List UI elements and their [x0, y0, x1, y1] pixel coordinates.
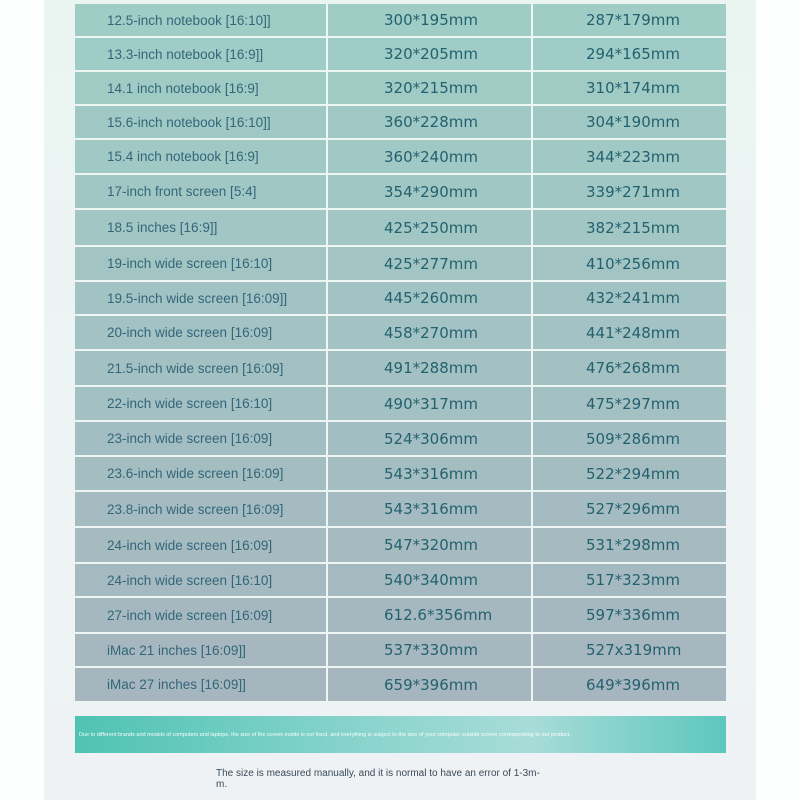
outer-dimension: 543*316mm [326, 492, 531, 526]
screen-dimension: 597*336mm [531, 598, 726, 632]
disclaimer-text: Due to different brands and models of computers and laptops, the size of the screen inside is not fixed, and everything is subject to the size of your computer outside screen corresponding to our product. [79, 731, 571, 738]
screen-dimension: 527x319mm [531, 634, 726, 666]
outer-dimension: 543*316mm [326, 457, 531, 490]
table-row [75, 106, 726, 140]
outer-dimension: 354*290mm [326, 175, 531, 208]
disclaimer-banner [75, 716, 726, 753]
outer-dimension: 458*270mm [326, 316, 531, 349]
table-row [75, 387, 726, 422]
outer-dimension: 425*250mm [326, 210, 531, 245]
table-row [75, 668, 726, 703]
screen-dimension: 517*323mm [531, 564, 726, 596]
table-row [75, 528, 726, 564]
screen-dimension: 410*256mm [531, 247, 726, 280]
size-label: 15.6-inch notebook [16:10]] [107, 114, 271, 130]
screen-dimension: 310*174mm [531, 72, 726, 104]
outer-dimension: 300*195mm [326, 4, 531, 36]
outer-dimension: 425*277mm [326, 247, 531, 280]
table-row [75, 422, 726, 457]
size-label: 13.3-inch notebook [16:9]] [107, 46, 264, 62]
screen-dimension: 432*241mm [531, 282, 726, 314]
size-table [75, 4, 726, 703]
size-label: 14.1 inch notebook [16:9] [107, 80, 259, 96]
outer-dimension: 320*215mm [326, 72, 531, 104]
size-label: 23.6-inch wide screen [16:09] [107, 466, 284, 481]
measurement-note: The size is measured manually, and it is normal to have an error of 1-3m-m. [216, 768, 540, 790]
table-row [75, 247, 726, 282]
screen-dimension: 509*286mm [531, 422, 726, 455]
table-row [75, 282, 726, 316]
outer-dimension: 547*320mm [326, 528, 531, 562]
table-row [75, 210, 726, 247]
size-label: iMac 21 inches [16:09]] [107, 642, 246, 658]
size-label: 17-inch front screen [5:4] [107, 184, 257, 199]
screen-dimension: 287*179mm [531, 4, 726, 36]
outer-dimension: 540*340mm [326, 564, 531, 596]
screen-dimension: 527*296mm [531, 492, 726, 526]
outer-dimension: 490*317mm [326, 387, 531, 420]
size-label: 18.5 inches [16:9]] [107, 220, 218, 235]
size-label: iMac 27 inches [16:09]] [107, 677, 246, 692]
outer-dimension: 445*260mm [326, 282, 531, 314]
size-label: 12.5-inch notebook [16:10]] [107, 12, 271, 28]
table-row [75, 564, 726, 598]
size-label: 15.4 inch notebook [16:9] [107, 149, 259, 164]
size-label: 19-inch wide screen [16:10] [107, 256, 273, 271]
outer-dimension: 320*205mm [326, 38, 531, 70]
table-row [75, 38, 726, 72]
table-row [75, 4, 726, 38]
screen-dimension: 304*190mm [531, 106, 726, 138]
table-row [75, 598, 726, 634]
size-label: 24-inch wide screen [16:09] [107, 537, 273, 553]
table-row [75, 175, 726, 210]
screen-dimension: 339*271mm [531, 175, 726, 208]
outer-dimension: 659*396mm [326, 668, 531, 701]
table-row [75, 457, 726, 492]
table-row [75, 316, 726, 351]
outer-dimension: 524*306mm [326, 422, 531, 455]
table-row [75, 634, 726, 668]
outer-dimension: 612.6*356mm [326, 598, 531, 632]
screen-dimension: 522*294mm [531, 457, 726, 490]
size-label: 22-inch wide screen [16:10] [107, 396, 273, 411]
size-label: 20-inch wide screen [16:09] [107, 325, 273, 340]
screen-dimension: 475*297mm [531, 387, 726, 420]
outer-dimension: 491*288mm [326, 351, 531, 385]
size-label: 19.5-inch wide screen [16:09]] [107, 290, 288, 306]
size-label: 23.8-inch wide screen [16:09] [107, 501, 284, 517]
screen-dimension: 649*396mm [531, 668, 726, 701]
table-row [75, 140, 726, 175]
screen-dimension: 531*298mm [531, 528, 726, 562]
screen-dimension: 294*165mm [531, 38, 726, 70]
size-label: 21.5-inch wide screen [16:09] [107, 360, 284, 376]
outer-dimension: 537*330mm [326, 634, 531, 666]
size-label: 23-inch wide screen [16:09] [107, 431, 273, 446]
size-label: 27-inch wide screen [16:09] [107, 607, 273, 623]
table-row [75, 72, 726, 106]
table-row [75, 492, 726, 528]
size-label: 24-inch wide screen [16:10] [107, 572, 273, 588]
screen-dimension: 382*215mm [531, 210, 726, 245]
screen-dimension: 441*248mm [531, 316, 726, 349]
outer-dimension: 360*240mm [326, 140, 531, 173]
table-row [75, 351, 726, 387]
screen-dimension: 344*223mm [531, 140, 726, 173]
outer-dimension: 360*228mm [326, 106, 531, 138]
screen-dimension: 476*268mm [531, 351, 726, 385]
